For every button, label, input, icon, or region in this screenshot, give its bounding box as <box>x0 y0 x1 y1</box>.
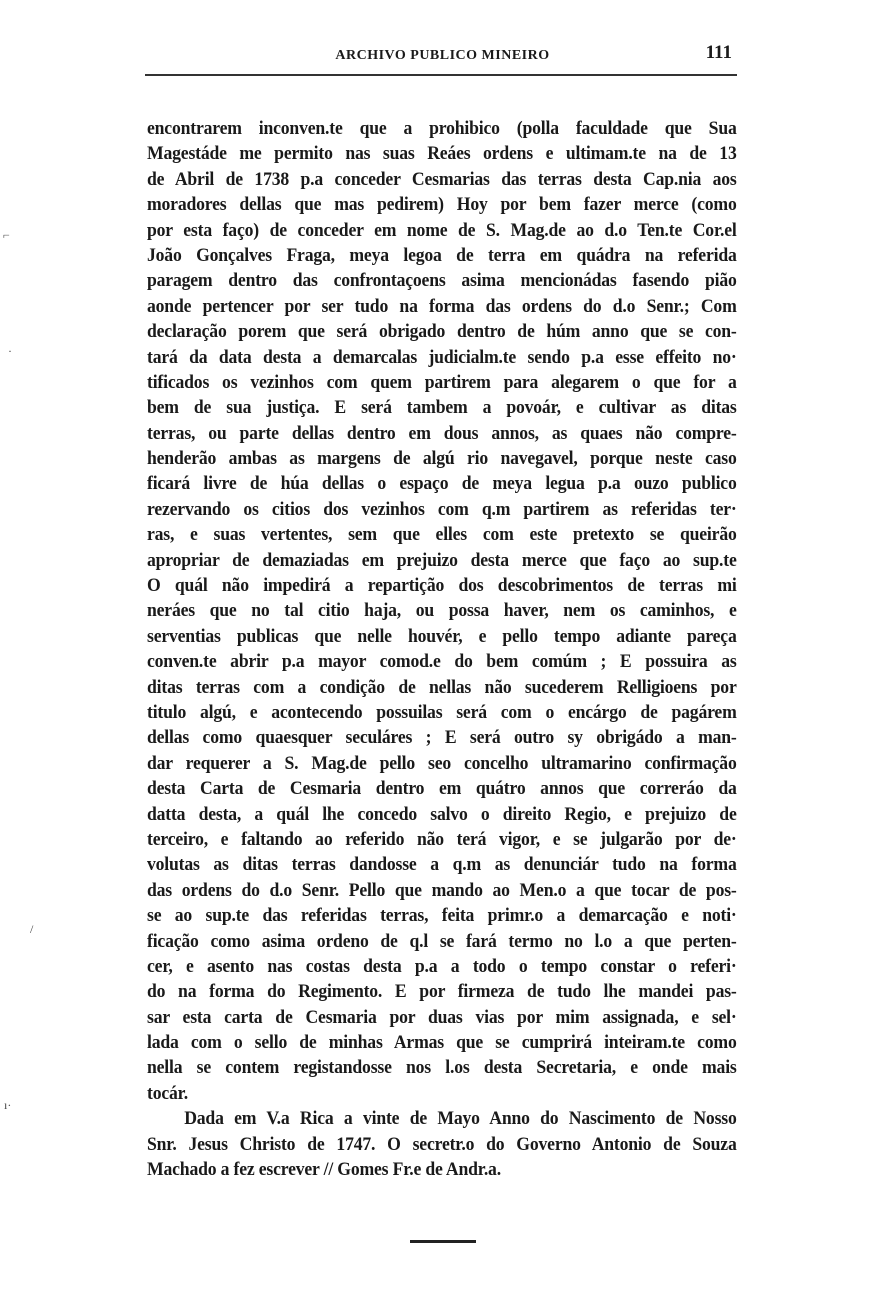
text-line: O quál não impedirá a repartição dos descobrimentos de terras mi <box>147 575 737 597</box>
text-line: lada com o sello de minhas Armas que se cumprirá inteiram.te como <box>147 1032 737 1054</box>
text-line: dellas como quaesquer seculáres ; E será outro sy obrigádo a man- <box>147 727 737 749</box>
margin-mark: ⌐ <box>3 228 10 242</box>
text-line: encontrarem inconven.te que a prohibico (polla faculdade que Sua <box>147 118 737 139</box>
header-rule <box>145 74 737 76</box>
text-line: declaração porem que será obrigado dentro de húm anno que se con- <box>147 321 737 343</box>
text-line: apropriar de demaziadas em prejuizo desta merce que faço ao sup.te <box>147 549 737 571</box>
closing-line: Snr. Jesus Christo de 1747. O secretr.o do Governo Antonio de Souza <box>147 1133 737 1155</box>
text-line: bem de sua justiça. E será tambem a povoár, e cultivar as ditas <box>147 397 737 419</box>
text-line: cer, e asento nas costas desta p.a a todo o tempo constar o referi· <box>147 955 737 977</box>
text-line: tará da data desta a demarcalas judicialm.te sendo p.a esse effeito no· <box>147 346 737 368</box>
text-line: do na forma do Regimento. E por firmeza de tudo lhe mandei pas- <box>147 981 737 1003</box>
text-line: Magestáde me permito nas suas Reáes ordens e ultimam.te na de 13 <box>147 143 737 165</box>
page-number: 111 <box>705 42 732 63</box>
text-line: por esta faço) de conceder em nome de S. Mag.de ao d.o Ten.te Cor.el <box>147 219 737 241</box>
running-title: ARCHIVO PUBLICO MINEIRO <box>335 48 550 63</box>
text-line: João Gonçalves Fraga, meya legoa de terra em quádra na referida <box>147 244 737 266</box>
text-line: ficará livre de húa dellas o espaço de meya legua p.a ouzo publico <box>147 473 737 495</box>
text-line: sar esta carta de Cesmaria por duas vias por mim assignada, e sel· <box>147 1006 737 1028</box>
text-line: serventias publicas que nelle houvér, e pello tempo adiante pareça <box>147 625 737 647</box>
text-line: neráes que no tal citio haja, ou possa haver, nem os caminhos, e <box>147 600 737 622</box>
text-line: rezervando os citios dos vezinhos com q.m partirem as referidas ter· <box>147 498 737 520</box>
text-line: de Abril de 1738 p.a conceder Cesmarias das terras desta Cap.nia aos <box>147 168 737 190</box>
closing-line: Dada em V.a Rica a vinte de Mayo Anno do Nascimento de Nosso <box>184 1108 737 1130</box>
body-text <box>147 116 737 1182</box>
text-line: ras, e suas vertentes, sem que elles com este pretexto se queirão <box>147 524 737 546</box>
text-line: conven.te abrir p.a mayor comod.e do bem comúm ; E possuira as <box>147 651 737 673</box>
text-line: datta desta, a quál lhe concedo salvo o direito Regio, e prejuizo de <box>147 803 737 825</box>
text-line: aonde pertencer por ser tudo na forma das ordens do d.o Senr.; Com <box>147 295 737 317</box>
text-line: das ordens do d.o Senr. Pello que mando ao Men.o a que tocar de pos- <box>147 879 737 901</box>
text-line: nella se contem registandosse nos l.os desta Secretaria, e onde mais <box>147 1057 737 1079</box>
text-line: terras, ou parte dellas dentro em dous annos, as quaes não compre- <box>147 422 737 444</box>
text-line: desta Carta de Cesmaria dentro em quátro annos que correráo da <box>147 778 737 800</box>
closing-line: Machado a fez escrever // Gomes Fr.e de Andr.a. <box>147 1159 501 1181</box>
text-line: titulo algú, e acontecendo possuilas será com o encárgo de pagárem <box>147 701 737 723</box>
margin-mark: ı· <box>4 1098 12 1112</box>
text-line: moradores dellas que mas pedirem) Hoy por bem fazer merce (como <box>147 194 737 216</box>
text-line: paragem dentro das confrontaçoens asima mencionádas fasendo pião <box>147 270 737 292</box>
text-line: dar requerer a S. Mag.de pello seo concelho ultramarino confirmação <box>147 752 737 774</box>
text-line: tificados os vezinhos com quem partirem para alegarem o que for a <box>147 371 737 393</box>
margin-mark: · <box>8 344 12 358</box>
text-line: ficação como asima ordeno de q.l se fará termo no l.o a que perten- <box>147 930 737 952</box>
text-line: terceiro, e faltando ao referido não terá vigor, e se julgarão por de· <box>147 828 737 850</box>
end-rule <box>410 1240 476 1243</box>
text-line: volutas as ditas terras dandosse a q.m as denunciár tudo na forma <box>147 854 737 876</box>
text-line: se ao sup.te das referidas terras, feita primr.o a demarcação e noti· <box>147 905 737 927</box>
text-line: tocár. <box>147 1082 188 1104</box>
text-line: ditas terras com a condição de nellas não sucederem Relligioens por <box>147 676 737 698</box>
text-line: henderão ambas as margens de algú rio navegavel, porque neste caso <box>147 448 737 470</box>
margin-mark: / <box>30 922 34 936</box>
page-header <box>145 42 740 66</box>
